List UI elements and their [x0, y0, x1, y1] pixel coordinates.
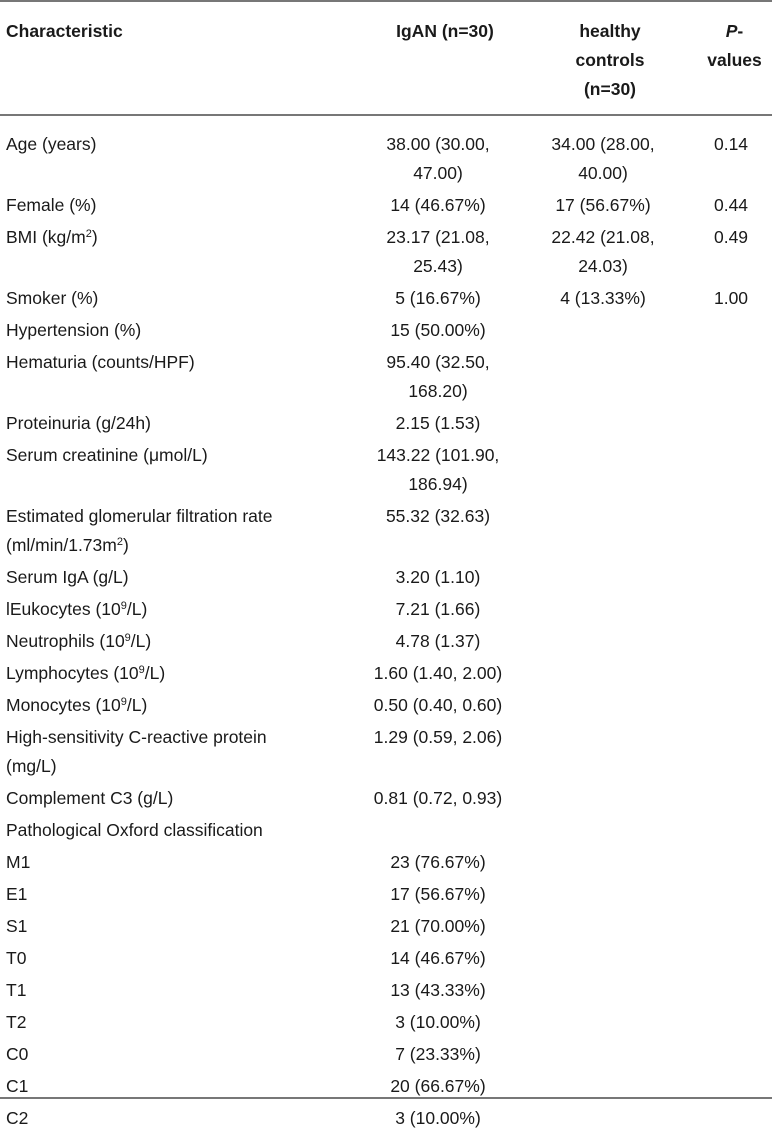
label-text: C1 — [6, 1076, 29, 1096]
cell-p-value-value: 0.49 — [713, 227, 749, 247]
cell-p-value — [690, 284, 772, 313]
characteristic-label — [6, 348, 360, 377]
cell-characteristic — [0, 1040, 360, 1069]
cell-characteristic — [0, 691, 360, 720]
table-header — [0, 0, 772, 114]
label-text: Estimated glomerular filtration rate — [6, 506, 273, 526]
cell-igan — [360, 223, 516, 281]
cell-characteristic — [0, 723, 360, 781]
cell-p-value-value: 0.14 — [713, 134, 749, 154]
cell-igan — [360, 880, 516, 909]
label-text: C0 — [6, 1044, 29, 1064]
cell-characteristic — [0, 130, 360, 159]
characteristic-label — [6, 659, 360, 688]
characteristic-label — [6, 316, 360, 345]
cell-characteristic — [0, 223, 360, 252]
table-row — [0, 784, 772, 813]
cell-igan-line: 13 (43.33%) — [390, 980, 486, 1000]
header-controls-line1: healthy — [579, 21, 641, 41]
label-text: Neutrophils (10 — [6, 631, 125, 651]
cell-igan — [360, 976, 516, 1005]
cell-igan-line: 23 (76.67%) — [390, 852, 486, 872]
cell-controls — [516, 284, 690, 313]
header-controls-line3: (n=30) — [583, 79, 637, 99]
cell-igan-line: 7 (23.33%) — [395, 1044, 481, 1064]
label-text-after: /L) — [126, 599, 148, 619]
characteristic-label — [6, 816, 360, 845]
label-text: Hematuria (counts/HPF) — [6, 352, 195, 372]
characteristic-label — [6, 627, 360, 656]
table-row — [0, 441, 772, 499]
cell-igan — [360, 627, 516, 656]
table-body — [0, 130, 772, 1136]
cell-characteristic — [0, 1104, 360, 1133]
table-row — [0, 595, 772, 624]
characteristic-label — [6, 409, 360, 438]
cell-igan-line: 5 (16.67%) — [395, 288, 481, 308]
label-text: T0 — [6, 948, 27, 968]
table-row — [0, 409, 772, 438]
label-text: S1 — [6, 916, 28, 936]
cell-igan — [360, 502, 516, 531]
cell-controls-line: 4 (13.33%) — [560, 288, 646, 308]
label-superscript: 2 — [85, 228, 92, 240]
cell-igan — [360, 1008, 516, 1037]
label-text: Lymphocytes (10 — [6, 663, 139, 683]
cell-igan-line: 55.32 (32.63) — [385, 506, 491, 526]
header-igan: IgAN (n=30) — [396, 21, 494, 41]
cell-igan — [360, 595, 516, 624]
label-text: Age (years) — [6, 134, 97, 154]
cell-controls-line: 40.00) — [578, 163, 628, 183]
cell-igan — [360, 409, 516, 438]
cell-igan-line: 95.40 (32.50, — [386, 352, 490, 372]
cell-igan — [360, 130, 516, 188]
table-row — [0, 816, 772, 845]
label-text: T2 — [6, 1012, 27, 1032]
table-row — [0, 1040, 772, 1069]
cell-controls — [516, 191, 690, 220]
label2-text-after: ) — [122, 535, 129, 555]
cell-igan-line: 21 (70.00%) — [390, 916, 486, 936]
table-row — [0, 130, 772, 188]
cell-igan — [360, 723, 516, 752]
label-text: Complement C3 (g/L) — [6, 788, 174, 808]
cell-controls-line: 17 (56.67%) — [555, 195, 651, 215]
characteristic-label — [6, 880, 360, 909]
characteristic-label — [6, 1104, 360, 1133]
table-row — [0, 223, 772, 281]
cell-characteristic — [0, 1008, 360, 1037]
cell-characteristic — [0, 191, 360, 220]
characteristic-label — [6, 130, 360, 159]
header-p-line2: values — [707, 50, 762, 70]
table-row — [0, 502, 772, 560]
label-text: E1 — [6, 884, 28, 904]
table-row — [0, 1008, 772, 1037]
cell-igan-line: 1.60 (1.40, 2.00) — [373, 663, 503, 683]
label-text: C2 — [6, 1108, 29, 1128]
cell-igan-line: 25.43) — [413, 256, 463, 276]
characteristic-label — [6, 784, 360, 813]
label-text-after: ) — [91, 227, 98, 247]
header-characteristic: Characteristic — [6, 21, 123, 41]
cell-characteristic — [0, 659, 360, 688]
cell-controls — [516, 223, 690, 281]
label-text: Monocytes (10 — [6, 695, 121, 715]
cell-igan-line: 7.21 (1.66) — [395, 599, 481, 619]
label-text: Proteinuria (g/24h) — [6, 413, 151, 433]
label-superscript: 9 — [120, 696, 127, 708]
cell-igan — [360, 316, 516, 345]
table-row — [0, 284, 772, 313]
cell-characteristic — [0, 316, 360, 345]
cell-characteristic — [0, 441, 360, 470]
cell-igan-line: 14 (46.67%) — [390, 948, 486, 968]
cell-characteristic — [0, 784, 360, 813]
cell-igan-line: 3 (10.00%) — [395, 1012, 481, 1032]
label-text: Pathological Oxford classification — [6, 820, 263, 840]
label-text: T1 — [6, 980, 27, 1000]
cell-p-value — [690, 191, 772, 220]
characteristic-label — [6, 223, 360, 252]
cell-characteristic — [0, 912, 360, 941]
label-text: Smoker (%) — [6, 288, 99, 308]
cell-igan-line: 4.78 (1.37) — [395, 631, 481, 651]
cell-characteristic — [0, 627, 360, 656]
table-row — [0, 316, 772, 345]
table-row — [0, 912, 772, 941]
cell-igan-line: 186.94) — [408, 474, 468, 494]
characteristic-label — [6, 944, 360, 973]
cell-igan — [360, 784, 516, 813]
cell-igan — [360, 348, 516, 406]
cell-controls — [516, 130, 690, 188]
table-row — [0, 1104, 772, 1133]
characteristic-label — [6, 502, 360, 531]
cell-igan-line: 1.29 (0.59, 2.06) — [373, 727, 503, 747]
cell-p-value — [690, 130, 772, 159]
cell-igan-line: 3 (10.00%) — [395, 1108, 481, 1128]
cell-igan-line: 0.50 (0.40, 0.60) — [373, 695, 503, 715]
cell-controls-line: 22.42 (21.08, — [551, 227, 655, 247]
label-text: Serum creatinine (μmol/L) — [6, 445, 208, 465]
cell-igan — [360, 1040, 516, 1069]
cell-controls-line: 34.00 (28.00, — [551, 134, 655, 154]
characteristic-label — [6, 848, 360, 877]
label-superscript: 9 — [124, 632, 131, 644]
cell-igan-line: 0.81 (0.72, 0.93) — [373, 788, 503, 808]
cell-characteristic — [0, 816, 360, 845]
cell-igan — [360, 284, 516, 313]
cell-characteristic — [0, 563, 360, 592]
cell-igan-line: 20 (66.67%) — [390, 1076, 486, 1096]
table-row — [0, 191, 772, 220]
table-row — [0, 659, 772, 688]
characteristic-label — [6, 723, 360, 752]
label-text-after: /L) — [130, 631, 152, 651]
label-text-after: /L) — [144, 663, 166, 683]
cell-igan — [360, 848, 516, 877]
cell-characteristic — [0, 848, 360, 877]
table-row — [0, 976, 772, 1005]
table-row — [0, 563, 772, 592]
table-row — [0, 627, 772, 656]
characteristic-label — [6, 191, 360, 220]
cell-characteristic — [0, 880, 360, 909]
label-text: M1 — [6, 852, 31, 872]
cell-igan-line: 38.00 (30.00, — [386, 134, 490, 154]
cell-characteristic — [0, 348, 360, 377]
label-text: Female (%) — [6, 195, 97, 215]
label-superscript: 9 — [138, 664, 145, 676]
cell-characteristic — [0, 944, 360, 973]
label-text-after: /L) — [126, 695, 148, 715]
cell-characteristic — [0, 409, 360, 438]
table-bottom-rule — [0, 1097, 772, 1099]
cell-igan-line: 17 (56.67%) — [390, 884, 486, 904]
cell-igan — [360, 563, 516, 592]
label2-superscript: 2 — [116, 536, 123, 548]
cell-characteristic — [0, 284, 360, 313]
header-bottom-rule — [0, 114, 772, 116]
cell-igan-line: 168.20) — [408, 381, 468, 401]
table-row — [0, 723, 772, 781]
cell-igan-line: 143.22 (101.90, — [376, 445, 500, 465]
cell-igan — [360, 1104, 516, 1133]
cell-igan-line: 47.00) — [413, 163, 463, 183]
table-row — [0, 880, 772, 909]
cell-igan-line: 23.17 (21.08, — [386, 227, 490, 247]
table-row — [0, 848, 772, 877]
characteristic-label — [6, 563, 360, 592]
cell-igan — [360, 191, 516, 220]
cell-igan — [360, 912, 516, 941]
label-text: Serum IgA (g/L) — [6, 567, 129, 587]
cell-igan — [360, 691, 516, 720]
cell-characteristic — [0, 976, 360, 1005]
table-row — [0, 348, 772, 406]
characteristic-label-line2 — [6, 531, 360, 560]
label-text: lEukocytes (10 — [6, 599, 121, 619]
characteristic-label — [6, 691, 360, 720]
cell-p-value-value: 0.44 — [713, 195, 749, 215]
cell-characteristic — [0, 502, 360, 560]
characteristic-label — [6, 912, 360, 941]
cell-p-value — [690, 223, 772, 252]
header-p-values — [697, 17, 772, 75]
cell-controls-line: 24.03) — [578, 256, 628, 276]
header-p-hyphen: - — [737, 21, 744, 41]
header-p-italic: P — [725, 21, 738, 41]
cell-igan-line: 15 (50.00%) — [390, 320, 486, 340]
label-text: High-sensitivity C-reactive protein — [6, 727, 267, 747]
label2-text: (ml/min/1.73m — [6, 535, 117, 555]
header-p-line1 — [697, 17, 772, 46]
characteristic-label — [6, 595, 360, 624]
characteristic-label — [6, 441, 360, 470]
cell-igan — [360, 659, 516, 688]
label2-text: (mg/L) — [6, 756, 57, 776]
characteristic-label — [6, 284, 360, 313]
characteristic-label — [6, 1040, 360, 1069]
cell-igan-line: 3.20 (1.10) — [395, 567, 481, 587]
label-superscript: 9 — [120, 600, 127, 612]
cell-igan-line: 14 (46.67%) — [390, 195, 486, 215]
header-healthy-controls — [542, 17, 678, 104]
characteristic-label — [6, 976, 360, 1005]
cell-p-value-value: 1.00 — [713, 288, 749, 308]
label-text: Hypertension (%) — [6, 320, 142, 340]
cell-igan — [360, 441, 516, 499]
table-row — [0, 944, 772, 973]
cell-igan — [360, 944, 516, 973]
cell-characteristic — [0, 595, 360, 624]
table-row — [0, 691, 772, 720]
label-text: BMI (kg/m — [6, 227, 86, 247]
header-controls-line2: controls — [575, 50, 645, 70]
characteristic-label — [6, 1008, 360, 1037]
characteristic-label-line2 — [6, 752, 360, 781]
cell-igan-line: 2.15 (1.53) — [395, 413, 481, 433]
